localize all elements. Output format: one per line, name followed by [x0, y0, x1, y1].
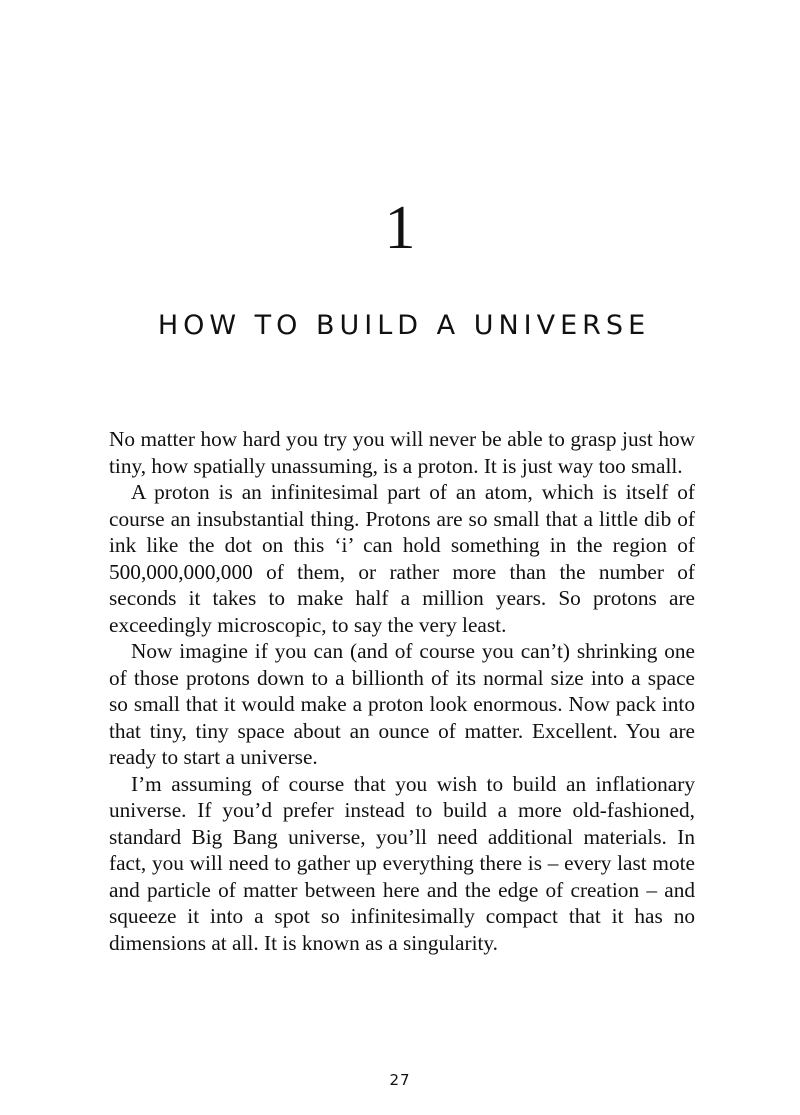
- paragraph-3: Now imagine if you can (and of course you can’t) shrinking one of those protons down to a billionth of its normal size into a space so small that it would make a proton look enormous. Now pack into that tiny, tiny space about an ounce of matter. Excellent. You are ready to start a universe.: [109, 639, 695, 769]
- paragraph-1: No matter how hard you try you will never be able to grasp just how tiny, how spatially unassuming, is a proton. It is just way too small.: [109, 427, 695, 478]
- chapter-title: HOW TO BUILD A UNIVERSE: [157, 310, 651, 341]
- page-number: 27: [389, 1071, 411, 1089]
- chapter-number: 1: [384, 194, 416, 262]
- paragraph-2: A proton is an infinitesimal part of an atom, which is itself of course an insubstantial thing. Protons are so small that a little dib of ink like the dot on this ‘i’ can hold something in the region of 500,000,000,000 of them, or rather more than the number of seconds it takes to make half a million years. So protons are exceedingly microscopic, to say the very least.: [109, 480, 695, 637]
- chapter-body: [109, 426, 695, 956]
- paragraph-4: I’m assuming of course that you wish to build an inflationary universe. If you’d prefer instead to build a more old-fashioned, standard Big Bang universe, you’ll need additional materials. In fact, you will need to gather up everything there is – every last mote and particle of matter between here and the edge of creation – and squeeze it into a spot so infinitesimally compact that it has no dimensions at all. It is known as a singularity.: [109, 771, 695, 955]
